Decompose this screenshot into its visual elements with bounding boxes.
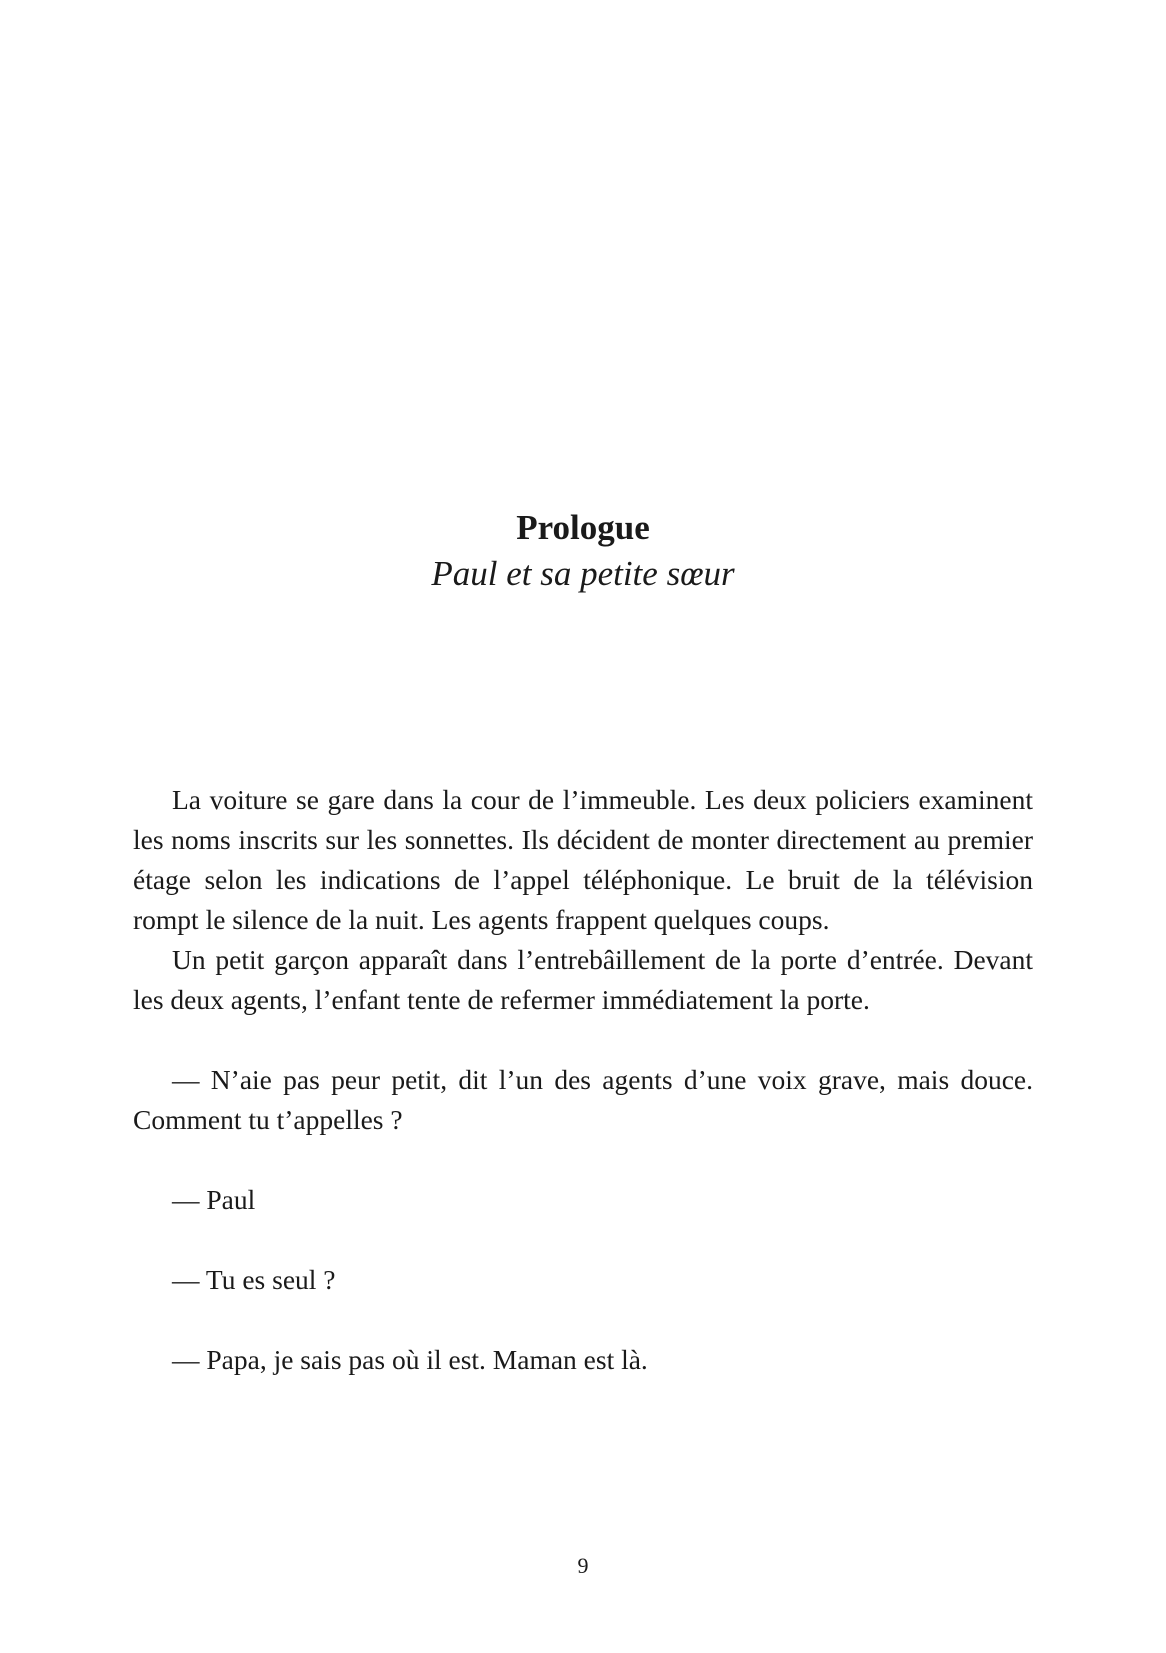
dialogue-line: — N’aie pas peur petit, dit l’un des agents d’une voix grave, mais douce. Comment tu t’appelles ? xyxy=(133,1064,1033,1135)
paragraph: Un petit garçon apparaît dans l’entrebâillement de la porte d’entrée. Devant les deux agents, l’enfant tente de refermer immédiatement la porte. xyxy=(133,944,1033,1015)
paragraph: La voiture se gare dans la cour de l’immeuble. Les deux policiers examinent les noms inscrits sur les sonnettes. Ils décident de monter directement au premier étage selon les indications de l’appel téléphonique. Le bruit de la télévision rompt le silence de la nuit. Les agents frappent quelques coups. xyxy=(133,784,1033,935)
dialogue-line: — Tu es seul ? xyxy=(172,1264,336,1295)
body-text xyxy=(133,780,1033,1380)
chapter-subtitle: Paul et sa petite sœur xyxy=(431,554,735,593)
dialogue-line: — Paul xyxy=(172,1184,256,1215)
chapter-title: Prologue xyxy=(516,508,650,547)
dialogue-line: — Papa, je sais pas où il est. Maman est là. xyxy=(172,1344,648,1375)
page-number: 9 xyxy=(577,1553,589,1578)
chapter-heading xyxy=(0,505,1166,597)
